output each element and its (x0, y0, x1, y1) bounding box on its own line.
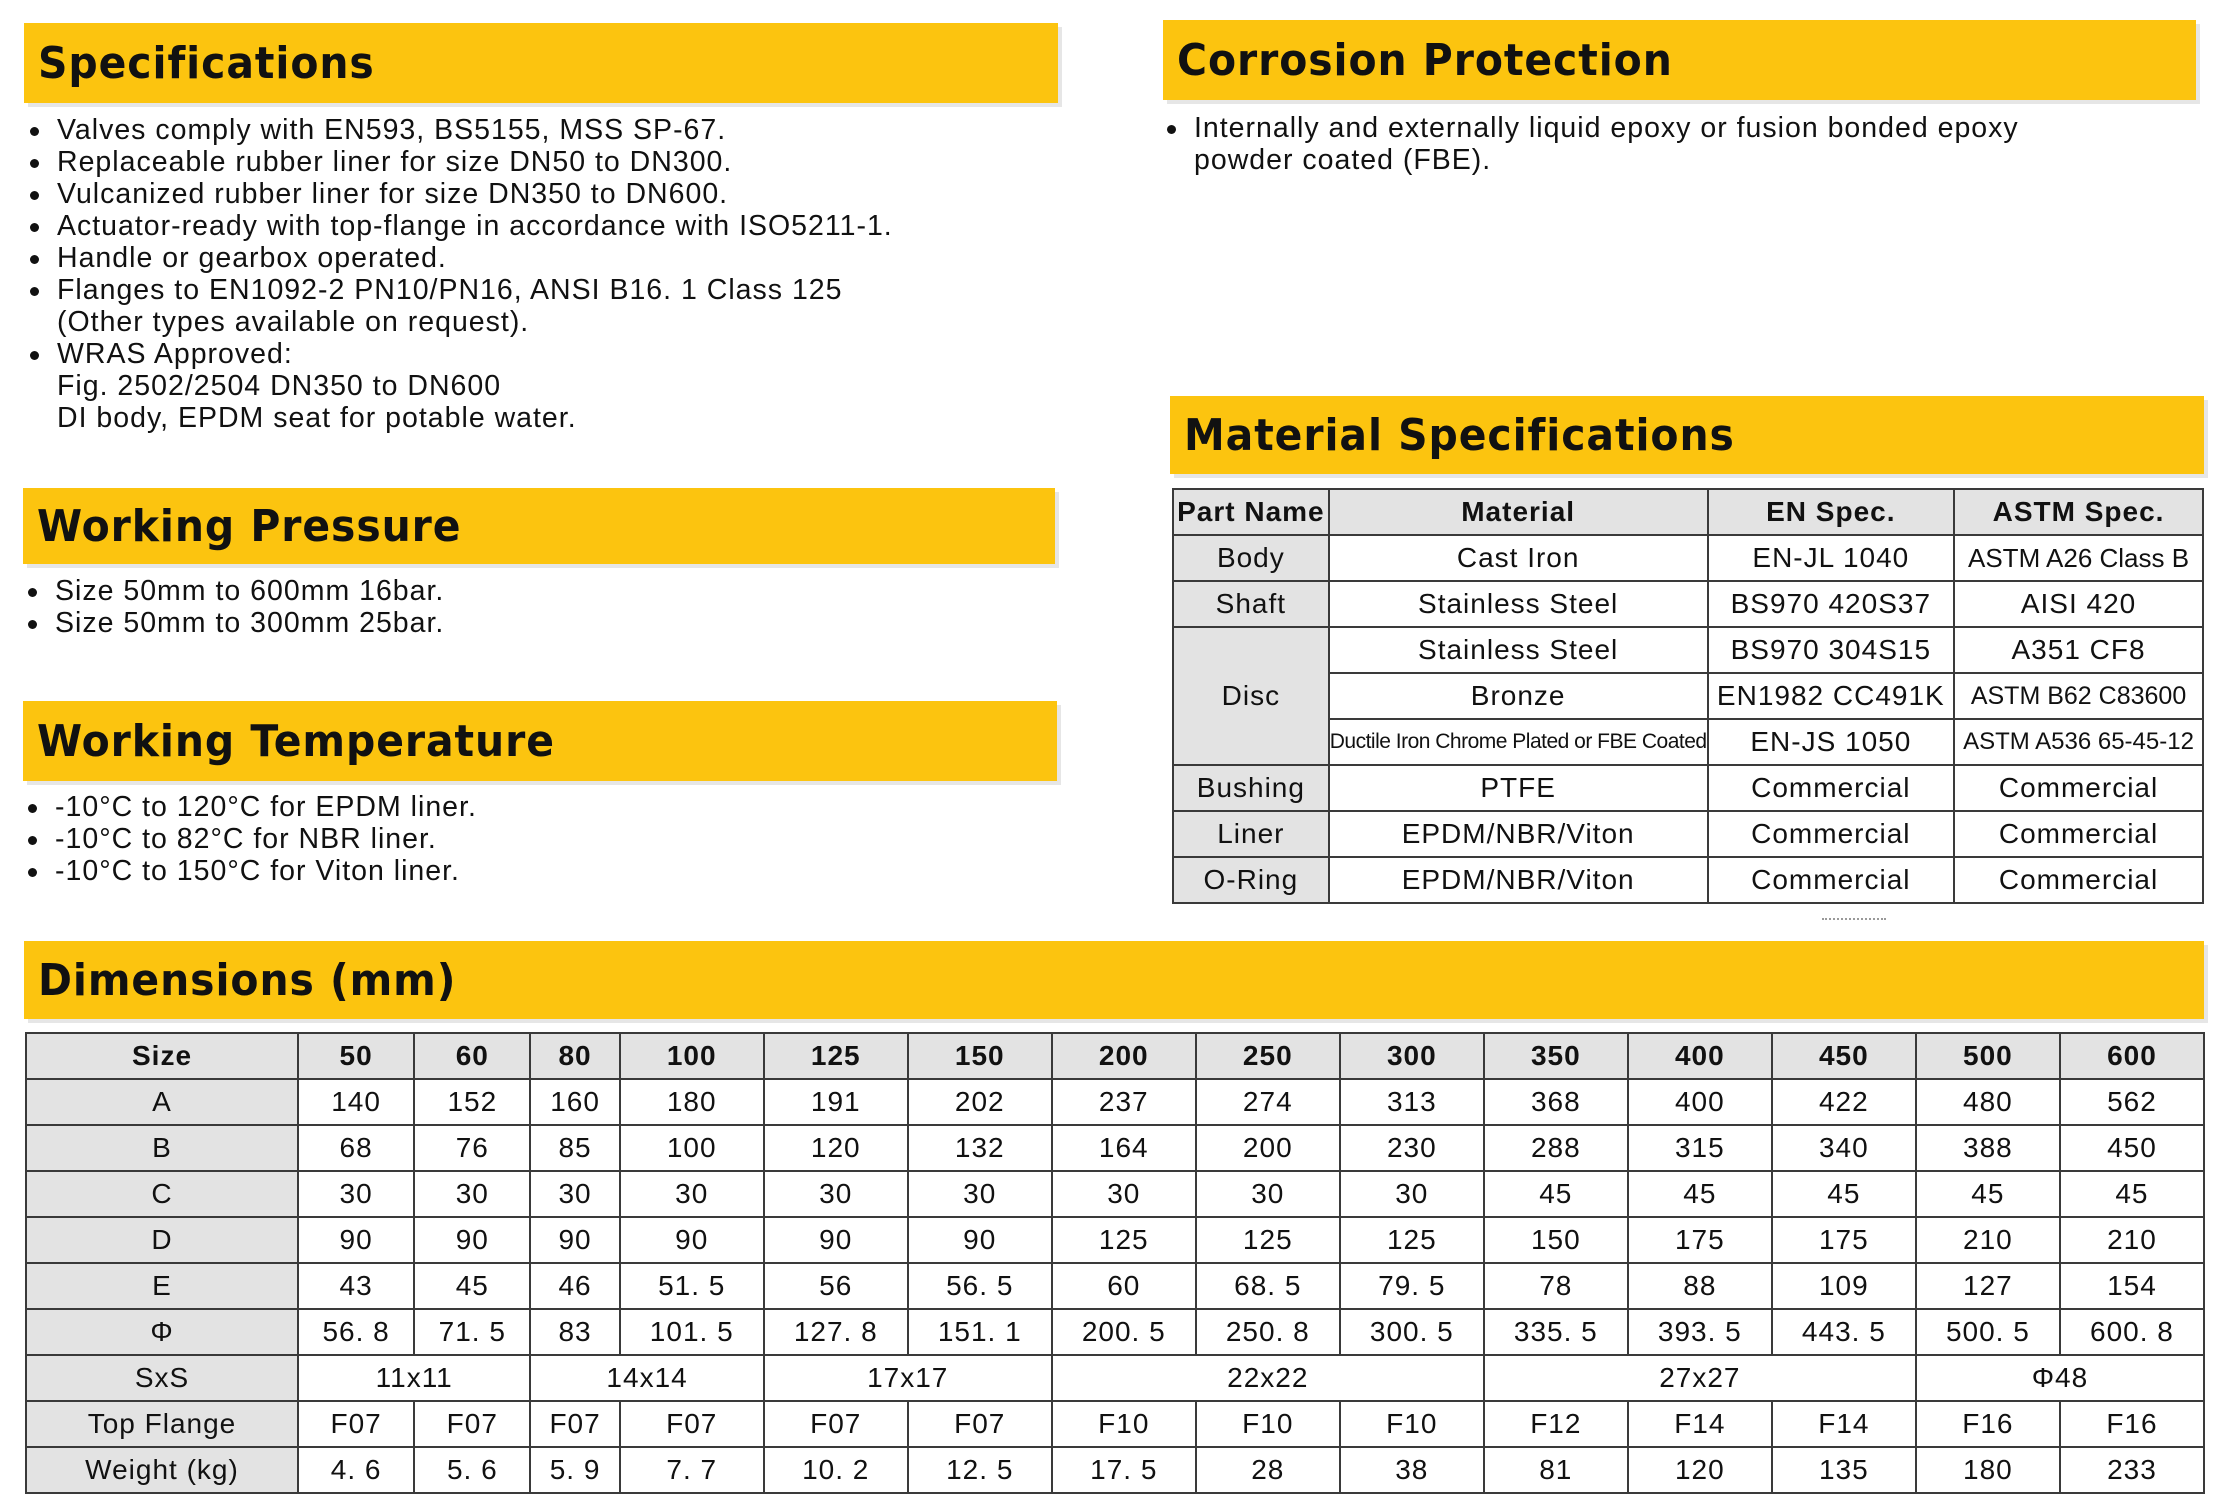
part-name-cell: Liner (1173, 811, 1329, 857)
corrosion-list (1163, 112, 2019, 176)
dimension-cell: 56 (764, 1263, 908, 1309)
size-header-cell: 200 (1052, 1033, 1196, 1079)
bullet-item: -10°C to 150°C for Viton liner. (24, 855, 477, 887)
table-row (26, 1309, 2204, 1355)
dimension-cell: F10 (1052, 1401, 1196, 1447)
dimension-cell: 90 (298, 1217, 414, 1263)
dimension-cell: 5. 9 (530, 1447, 619, 1493)
astm-spec-cell: A351 CF8 (1954, 627, 2203, 673)
dimension-cell: 230 (1340, 1125, 1484, 1171)
row-label: D (26, 1217, 298, 1263)
dimension-cell: F07 (620, 1401, 764, 1447)
dimension-cell: 45 (1628, 1171, 1772, 1217)
sxs-cell: 22x22 (1052, 1355, 1484, 1401)
dimension-cell: 30 (530, 1171, 619, 1217)
dimension-cell: 600. 8 (2060, 1309, 2204, 1355)
dimension-cell: 45 (1484, 1171, 1628, 1217)
part-name-cell: Body (1173, 535, 1329, 581)
dimension-cell: 30 (620, 1171, 764, 1217)
dimension-cell: 56. 8 (298, 1309, 414, 1355)
dimension-cell: 175 (1628, 1217, 1772, 1263)
dimension-cell: 315 (1628, 1125, 1772, 1171)
dimension-cell: 45 (2060, 1171, 2204, 1217)
dimensions-header-row (26, 1033, 2204, 1079)
dimension-cell: F07 (764, 1401, 908, 1447)
table-row (1173, 765, 2203, 811)
working-pressure-list (24, 575, 444, 639)
size-header-cell: 350 (1484, 1033, 1628, 1079)
dimension-cell: 30 (1340, 1171, 1484, 1217)
dimension-cell: 90 (764, 1217, 908, 1263)
dimension-cell: 120 (764, 1125, 908, 1171)
astm-spec-cell: ASTM B62 C83600 (1954, 673, 2203, 719)
bullet-item: Valves comply with EN593, BS5155, MSS SP-67. (26, 114, 893, 146)
bullet-continuation: powder coated (FBE). (1194, 144, 1492, 176)
dimension-cell: 120 (1628, 1447, 1772, 1493)
row-label: B (26, 1125, 298, 1171)
header-astm-spec: ASTM Spec. (1954, 489, 2203, 535)
dimension-cell: 164 (1052, 1125, 1196, 1171)
row-label: Top Flange (26, 1401, 298, 1447)
dimension-cell: 335. 5 (1484, 1309, 1628, 1355)
dimension-cell: 388 (1916, 1125, 2060, 1171)
bullet-item: Actuator-ready with top-flange in accordance with ISO5211-1. (26, 210, 893, 242)
sxs-cell: Φ48 (1916, 1355, 2204, 1401)
specifications-list (26, 114, 893, 434)
dimension-cell: 562 (2060, 1079, 2204, 1125)
dimension-cell: 101. 5 (620, 1309, 764, 1355)
dimension-cell: 125 (1340, 1217, 1484, 1263)
dimension-cell: 90 (620, 1217, 764, 1263)
bullet-item: Vulcanized rubber liner for size DN350 to DN600. (26, 178, 893, 210)
size-header-cell: 300 (1340, 1033, 1484, 1079)
dimension-cell: 76 (414, 1125, 530, 1171)
dimension-cell: 140 (298, 1079, 414, 1125)
size-header-cell: 80 (530, 1033, 619, 1079)
table-row (1173, 535, 2203, 581)
dimension-cell: F10 (1196, 1401, 1340, 1447)
dimension-cell: 60 (1052, 1263, 1196, 1309)
row-label: SxS (26, 1355, 298, 1401)
astm-spec-cell: AISI 420 (1954, 581, 2203, 627)
astm-spec-cell: Commercial (1954, 857, 2203, 903)
specifications-banner (24, 23, 1058, 103)
dimension-cell: 30 (764, 1171, 908, 1217)
material-table-header-row (1173, 489, 2203, 535)
bullet-item: Size 50mm to 600mm 16bar. (24, 575, 444, 607)
astm-spec-cell: ASTM A26 Class B (1954, 535, 2203, 581)
material-specifications-table (1172, 488, 2204, 904)
dimension-cell: F07 (414, 1401, 530, 1447)
material-cell: Bronze (1329, 673, 1708, 719)
dimension-cell: 51. 5 (620, 1263, 764, 1309)
dimension-cell: 200. 5 (1052, 1309, 1196, 1355)
dimension-cell: 154 (2060, 1263, 2204, 1309)
bullet-item: Handle or gearbox operated. (26, 242, 893, 274)
size-header-cell: 150 (908, 1033, 1052, 1079)
table-row (26, 1079, 2204, 1125)
table-row (26, 1217, 2204, 1263)
en-spec-cell: BS970 304S15 (1708, 627, 1955, 673)
table-row (26, 1355, 2204, 1401)
dimension-cell: F10 (1340, 1401, 1484, 1447)
dimension-cell: F14 (1772, 1401, 1916, 1447)
dimension-cell: 90 (414, 1217, 530, 1263)
dimension-cell: F16 (1916, 1401, 2060, 1447)
dimension-cell: F16 (2060, 1401, 2204, 1447)
dimension-cell: F07 (298, 1401, 414, 1447)
dimension-cell: 135 (1772, 1447, 1916, 1493)
dimension-cell: 85 (530, 1125, 619, 1171)
dimension-cell: 125 (1196, 1217, 1340, 1263)
dimension-cell: 30 (414, 1171, 530, 1217)
table-row (1173, 857, 2203, 903)
en-spec-cell: EN-JL 1040 (1708, 535, 1955, 581)
bullet-item: WRAS Approved: (26, 338, 893, 370)
corrosion-title: Corrosion Protection (1177, 34, 1673, 86)
dimension-cell: F12 (1484, 1401, 1628, 1447)
astm-spec-cell: Commercial (1954, 765, 2203, 811)
dimension-cell: 79. 5 (1340, 1263, 1484, 1309)
size-header-cell: 50 (298, 1033, 414, 1079)
dimension-cell: 274 (1196, 1079, 1340, 1125)
size-header-cell: 450 (1772, 1033, 1916, 1079)
en-spec-cell: Commercial (1708, 765, 1955, 811)
material-specifications-title: Material Specifications (1184, 409, 1735, 461)
material-specifications-banner (1170, 396, 2204, 474)
dimension-cell: 480 (1916, 1079, 2060, 1125)
dimension-cell: 68. 5 (1196, 1263, 1340, 1309)
dimension-cell: 127. 8 (764, 1309, 908, 1355)
astm-spec-cell: ASTM A536 65-45-12 (1954, 719, 2203, 765)
dimension-cell: F14 (1628, 1401, 1772, 1447)
dimension-cell: 68 (298, 1125, 414, 1171)
dimension-cell: 38 (1340, 1447, 1484, 1493)
dimension-cell: 109 (1772, 1263, 1916, 1309)
table-row (1173, 627, 2203, 673)
dimension-cell: 83 (530, 1309, 619, 1355)
part-name-cell: Bushing (1173, 765, 1329, 811)
dimension-cell: 152 (414, 1079, 530, 1125)
en-spec-cell: BS970 420S37 (1708, 581, 1955, 627)
dimensions-title: Dimensions (mm) (38, 954, 457, 1006)
bullet-item: Size 50mm to 300mm 25bar. (24, 607, 444, 639)
part-name-cell: Shaft (1173, 581, 1329, 627)
dimension-cell: 422 (1772, 1079, 1916, 1125)
material-cell: PTFE (1329, 765, 1708, 811)
working-temperature-list (24, 791, 477, 887)
dimension-cell: 210 (1916, 1217, 2060, 1263)
working-pressure-banner (23, 488, 1055, 564)
dimension-cell: 175 (1772, 1217, 1916, 1263)
dimension-cell: 30 (908, 1171, 1052, 1217)
sxs-cell: 11x11 (298, 1355, 530, 1401)
en-spec-cell: Commercial (1708, 857, 1955, 903)
material-cell: Ductile Iron Chrome Plated or FBE Coated (1329, 719, 1708, 765)
bullet-item: -10°C to 120°C for EPDM liner. (24, 791, 477, 823)
dimension-cell: 7. 7 (620, 1447, 764, 1493)
dimension-cell: 202 (908, 1079, 1052, 1125)
dimension-cell: 340 (1772, 1125, 1916, 1171)
dimension-cell: 46 (530, 1263, 619, 1309)
dimension-cell: 288 (1484, 1125, 1628, 1171)
dimension-cell: 90 (530, 1217, 619, 1263)
dimension-cell: 10. 2 (764, 1447, 908, 1493)
dimension-cell: 400 (1628, 1079, 1772, 1125)
dimensions-banner (24, 941, 2204, 1019)
sxs-cell: 14x14 (530, 1355, 763, 1401)
dimension-cell: 250. 8 (1196, 1309, 1340, 1355)
dimension-cell: 45 (1772, 1171, 1916, 1217)
dimension-cell: F07 (908, 1401, 1052, 1447)
dimension-cell: 125 (1052, 1217, 1196, 1263)
material-cell: Cast Iron (1329, 535, 1708, 581)
dimension-cell: 233 (2060, 1447, 2204, 1493)
specifications-title: Specifications (38, 37, 375, 89)
dimension-cell: 30 (298, 1171, 414, 1217)
size-header-cell: 400 (1628, 1033, 1772, 1079)
bullet-item: Replaceable rubber liner for size DN50 to DN300. (26, 146, 893, 178)
size-header-cell: 600 (2060, 1033, 2204, 1079)
dimension-cell: 150 (1484, 1217, 1628, 1263)
dimension-cell: 450 (2060, 1125, 2204, 1171)
size-header-cell: 100 (620, 1033, 764, 1079)
dimension-cell: 12. 5 (908, 1447, 1052, 1493)
dimension-cell: 43 (298, 1263, 414, 1309)
dimension-cell: 237 (1052, 1079, 1196, 1125)
dimension-cell: 300. 5 (1340, 1309, 1484, 1355)
table-row (1173, 811, 2203, 857)
row-label: Φ (26, 1309, 298, 1355)
material-cell: Stainless Steel (1329, 627, 1708, 673)
row-label: A (26, 1079, 298, 1125)
part-name-cell: O-Ring (1173, 857, 1329, 903)
dimension-cell: 81 (1484, 1447, 1628, 1493)
dimension-cell: 71. 5 (414, 1309, 530, 1355)
dimension-cell: 56. 5 (908, 1263, 1052, 1309)
working-temperature-banner (23, 701, 1057, 781)
material-cell: EPDM/NBR/Viton (1329, 857, 1708, 903)
table-row (26, 1125, 2204, 1171)
dimensions-table (25, 1032, 2205, 1494)
dimension-cell: 30 (1196, 1171, 1340, 1217)
dimension-cell: 160 (530, 1079, 619, 1125)
dimension-cell: 200 (1196, 1125, 1340, 1171)
divider-mark (1822, 918, 1886, 922)
en-spec-cell: EN-JS 1050 (1708, 719, 1955, 765)
en-spec-cell: EN1982 CC491K (1708, 673, 1955, 719)
dimension-cell: 90 (908, 1217, 1052, 1263)
bullet-item: Flanges to EN1092-2 PN10/PN16, ANSI B16. 1 Class 125 (26, 274, 893, 306)
table-row (1173, 581, 2203, 627)
row-label: E (26, 1263, 298, 1309)
size-header-cell: 500 (1916, 1033, 2060, 1079)
bullet-item: Internally and externally liquid epoxy or fusion bonded epoxy (1163, 112, 2019, 144)
dimension-cell: 443. 5 (1772, 1309, 1916, 1355)
dimension-cell: 100 (620, 1125, 764, 1171)
material-cell: Stainless Steel (1329, 581, 1708, 627)
table-row (26, 1447, 2204, 1493)
header-material: Material (1329, 489, 1708, 535)
dimension-cell: 500. 5 (1916, 1309, 2060, 1355)
en-spec-cell: Commercial (1708, 811, 1955, 857)
row-label: C (26, 1171, 298, 1217)
bullet-continuation: DI body, EPDM seat for potable water. (57, 402, 577, 434)
dimension-cell: F07 (530, 1401, 619, 1447)
dimension-cell: 180 (1916, 1447, 2060, 1493)
table-row (26, 1263, 2204, 1309)
header-en-spec: EN Spec. (1708, 489, 1955, 535)
dimension-cell: 78 (1484, 1263, 1628, 1309)
sxs-cell: 27x27 (1484, 1355, 1916, 1401)
dimension-cell: 30 (1052, 1171, 1196, 1217)
dimension-cell: 45 (414, 1263, 530, 1309)
dimension-cell: 393. 5 (1628, 1309, 1772, 1355)
part-name-cell: Disc (1173, 627, 1329, 765)
dimension-cell: 132 (908, 1125, 1052, 1171)
size-header-cell: 60 (414, 1033, 530, 1079)
bullet-continuation: Fig. 2502/2504 DN350 to DN600 (57, 370, 502, 402)
bullet-item: -10°C to 82°C for NBR liner. (24, 823, 477, 855)
dimension-cell: 313 (1340, 1079, 1484, 1125)
size-header-cell: 125 (764, 1033, 908, 1079)
dimension-cell: 180 (620, 1079, 764, 1125)
corrosion-banner (1163, 20, 2196, 100)
dimension-cell: 4. 6 (298, 1447, 414, 1493)
dimension-cell: 191 (764, 1079, 908, 1125)
table-row (26, 1171, 2204, 1217)
dimension-cell: 28 (1196, 1447, 1340, 1493)
astm-spec-cell: Commercial (1954, 811, 2203, 857)
table-row (26, 1401, 2204, 1447)
working-temperature-title: Working Temperature (37, 715, 555, 767)
dimension-cell: 127 (1916, 1263, 2060, 1309)
bullet-continuation: (Other types available on request). (57, 306, 530, 338)
sxs-cell: 17x17 (764, 1355, 1052, 1401)
dimension-cell: 368 (1484, 1079, 1628, 1125)
row-label: Weight (kg) (26, 1447, 298, 1493)
size-header-cell: 250 (1196, 1033, 1340, 1079)
header-part-name: Part Name (1173, 489, 1329, 535)
dimension-cell: 45 (1916, 1171, 2060, 1217)
size-label: Size (26, 1033, 298, 1079)
material-cell: EPDM/NBR/Viton (1329, 811, 1708, 857)
dimension-cell: 151. 1 (908, 1309, 1052, 1355)
dimension-cell: 17. 5 (1052, 1447, 1196, 1493)
dimension-cell: 5. 6 (414, 1447, 530, 1493)
working-pressure-title: Working Pressure (37, 500, 462, 552)
dimension-cell: 210 (2060, 1217, 2204, 1263)
dimension-cell: 88 (1628, 1263, 1772, 1309)
